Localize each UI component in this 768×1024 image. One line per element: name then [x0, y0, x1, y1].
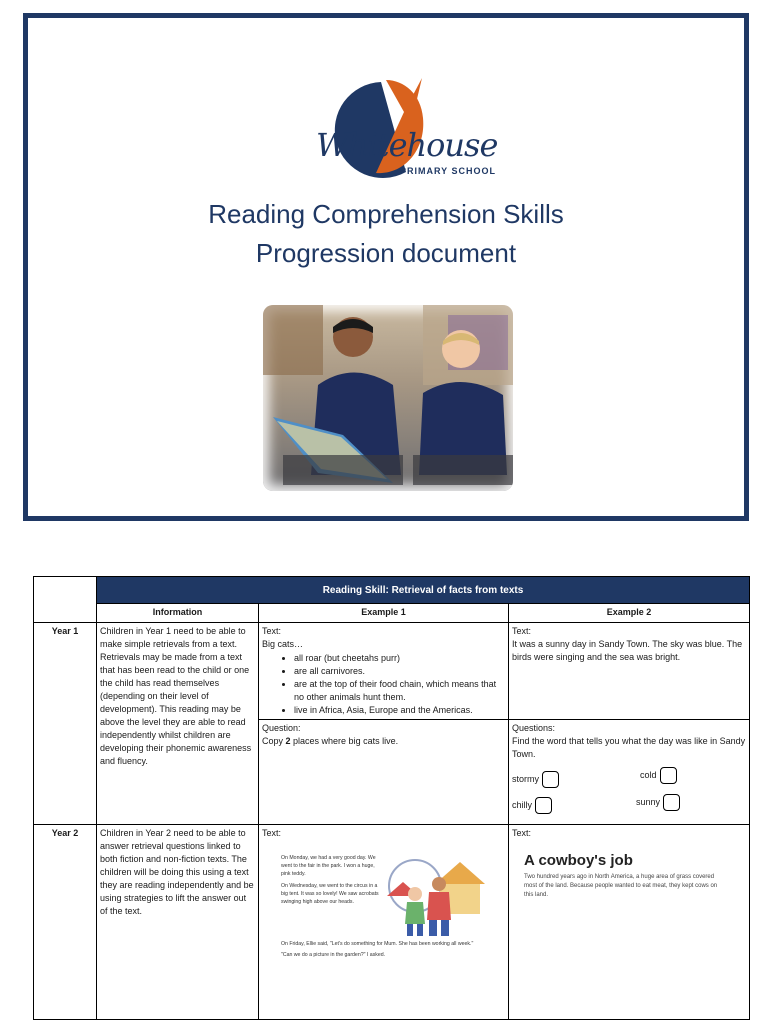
big-cats-list — [262, 652, 505, 717]
table-row-year-1 — [34, 623, 750, 720]
col-header-example-1: Example 1 — [259, 604, 509, 623]
option-stormy[interactable]: stormy — [512, 771, 559, 788]
table-row-year-2 — [34, 825, 750, 1020]
list-item: • are all carnivores. — [294, 665, 505, 678]
cover-page — [23, 13, 749, 521]
document-title-line-2: Progression document — [255, 238, 517, 268]
list-item: • live in Africa, Asia, Europe and the Americas. — [294, 704, 505, 717]
option-chilly[interactable]: chilly — [512, 797, 552, 814]
question-text: Find the word that tells you what the day was like in Sandy Town. — [512, 736, 746, 759]
children-reading-photo — [263, 305, 513, 491]
logo-subtitle: PRIMARY SCHOOL — [400, 166, 497, 176]
skill-heading: Reading Skill: Retrieval of facts from texts — [97, 577, 750, 604]
checkbox-icon[interactable] — [535, 797, 552, 814]
year-label: Year 2 — [34, 825, 97, 1020]
text-label: Text: — [512, 828, 532, 838]
cowboy-excerpt-image — [524, 854, 724, 900]
year-label: Year 1 — [34, 623, 97, 825]
excerpt-heading: A cowboy's job — [524, 852, 633, 869]
text-label: Text: — [512, 626, 532, 636]
list-item: • all roar (but cheetahs purr) — [294, 652, 505, 665]
text-label: Text: — [262, 626, 282, 636]
information-text: Children in Year 2 need to be able to answer retrieval questions linked to both fiction and non-fiction texts. The children will be doing this using a text they are reading independently and be using strategies to lift the answer out of the text. — [100, 828, 254, 916]
text-label: Text: — [262, 828, 282, 838]
story-paragraph: On Monday, we had a very good day. We went to the fair in the park. I won a huge, pink teddy. — [281, 855, 376, 877]
checkbox-icon[interactable] — [542, 771, 559, 788]
checkbox-icon[interactable] — [663, 794, 680, 811]
list-item: • are at the top of their food chain, which means that no other animals hunt them. — [294, 678, 505, 704]
example-2-text-cell — [509, 825, 750, 1020]
document-title-line-1: Reading Comprehension Skills — [208, 199, 564, 229]
corner-cell — [34, 577, 97, 623]
example-1-text-cell — [259, 623, 509, 720]
information-cell — [97, 623, 259, 825]
option-cold[interactable]: cold — [640, 767, 677, 784]
story-excerpt-image — [281, 854, 486, 982]
col-header-information: Information — [97, 604, 259, 623]
checkbox-icon[interactable] — [660, 767, 677, 784]
logo-wordmark: Whitehouse — [316, 126, 498, 164]
col-header-example-2: Example 2 — [509, 604, 750, 623]
question-label: Question: — [262, 723, 301, 733]
information-cell — [97, 825, 259, 1020]
example-2-question-cell — [509, 720, 750, 825]
information-text: Children in Year 1 need to be able to make simple retrievals from a text. Retrievals may be made from a text that has been read to the child or one the child has read themselves (depending on their level of development). This reading may be above the level they are able to read independently whilst children are developing their phonemic awareness and fluency. — [100, 626, 252, 766]
sandy-town-text: It was a sunny day in Sandy Town. The sky was blue. The birds were singing and the sea was bright. — [512, 639, 743, 662]
retrieval-skills-table — [33, 576, 750, 1020]
fair-illustration-icon — [385, 854, 485, 938]
option-sunny[interactable]: sunny — [636, 794, 680, 811]
example-2-text-cell — [509, 623, 750, 720]
story-paragraph: On Friday, Ellie said, "Let's do something for Mum. She has been working all week." — [281, 941, 474, 947]
school-logo — [286, 60, 506, 200]
question-text: Copy 2 places where big cats live. — [262, 736, 399, 746]
excerpt-text: Two hundred years ago in North America, a huge area of grass covered most of the land. Because people wanted to eat meat, they kept cows on this land. — [524, 874, 718, 898]
example-1-text-cell — [259, 825, 509, 1020]
story-paragraph: "Can we do a picture in the garden?" I asked. — [281, 952, 386, 958]
answer-options — [512, 767, 746, 821]
story-paragraph: On Wednesday, we went to the circus in a big tent. It was so lovely! We saw acrobats swinging high above our heads. — [281, 883, 379, 905]
question-label: Questions: — [512, 723, 556, 733]
text-intro: Big cats… — [262, 639, 304, 649]
example-1-question-cell — [259, 720, 509, 825]
